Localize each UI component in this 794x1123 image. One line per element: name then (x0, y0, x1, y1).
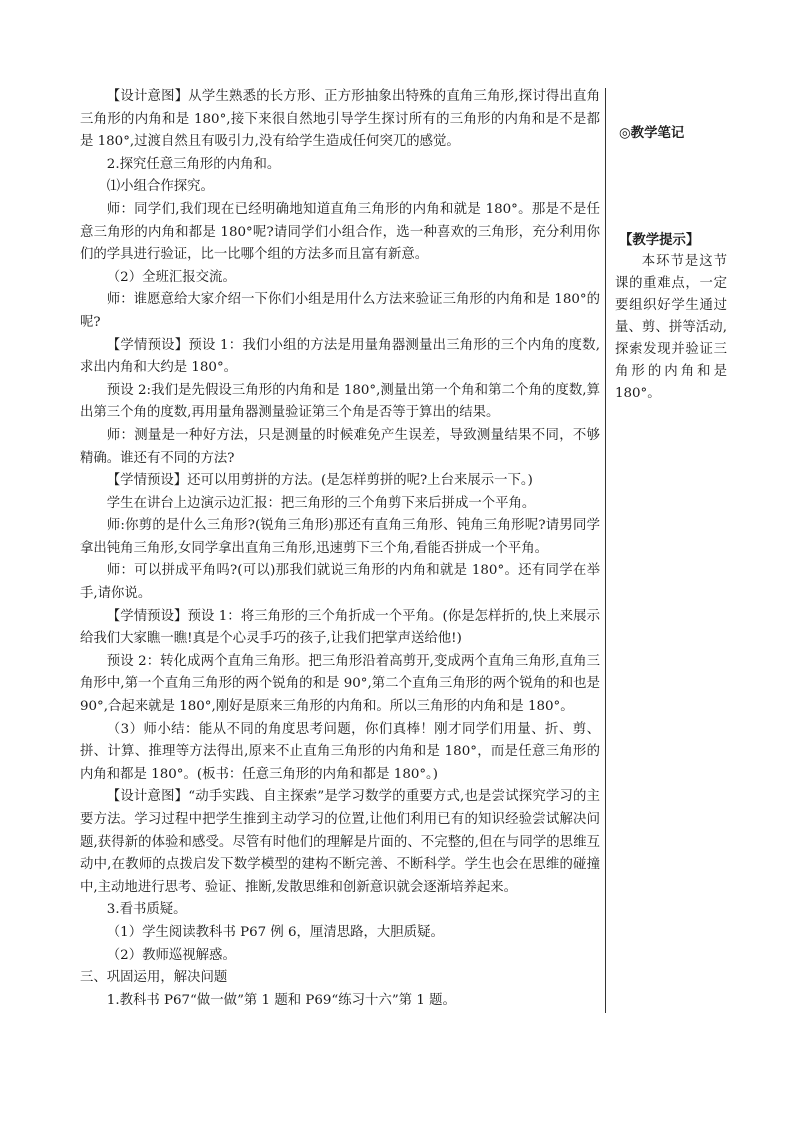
teacher-paragraph: 师:你剪的是什么三角形?(锐角三角形)那还有直角三角形、钝角三角形呢?请男同学拿出钝角三角形,女同学拿出直角三角形,迅速剪下三个角,看能否拼成一个平角。 (80, 518, 600, 556)
design-intent-paragraph: 【设计意图】从学生熟悉的长方形、正方形抽象出特殊的直角三角形,探讨得出直角三角形的内角和是 180°,接下来很自然地引导学生探讨所有的三角形的内角和是不是都是 180°,过渡自然且有吸引力,没有给学生造成任何突兀的感觉。 (80, 89, 600, 150)
student-preset-paragraph: 预设 2:我们是先假设三角形的内角和是 180°,测量出第一个角和第二个角的度数,算出第三个角的度数,再用量角器测量验证第三个角是否等于算出的结果。 (80, 382, 600, 421)
design-intent-paragraph: 【设计意图】“动手实践、自主探索”是学习数学的重要方式,也是尝试探究学习的主要方法。学习过程中把学生推到主动学习的位置,让他们利用已有的知识经验尝试解决问题,获得新的体验和感受。尽管有时他们的理解是片面的、不完整的,但在与同学的思维互动中,在教师的点拨启发下数学模型的建构不断完善、不断科学。学生也会在思维的碰撞中,主动地进行思考、验证、推断,发散思维和创新意识就会逐渐培养起来。 (80, 789, 600, 895)
student-preset-paragraph: 【学情预设】还可以用剪拼的方法。(是怎样剪拼的呢?上台来展示一下。) (106, 473, 533, 489)
student-preset-paragraph: 预设 2：转化成两个直角三角形。把三角形沿着高剪开,变成两个直角三角形,直角三角形中,第一个直角三角形的两个锐角的和是 90°,第二个直角三角形的两个锐角的和也是 90°,合起来就是 180°,刚好是原来三角形的内角和。所以三角形的内角和是 180°。 (80, 653, 600, 715)
teaching-tips-body: 本环节是这节课的重难点，一定要组织好学生通过量、剪、拼等活动, 探索发现并验证三角形的内角和是180°。 (615, 254, 727, 401)
sub-step-heading: （2）教师巡视解惑。 (106, 947, 236, 963)
column-divider (605, 88, 606, 1013)
student-report-paragraph: 学生在讲台上边演示边汇报：把三角形的三个角剪下来后拼成一个平角。 (106, 495, 536, 511)
teacher-paragraph: 师：可以拼成平角吗?(可以)那我们就说三角形的内角和就是 180°。还有同学在举手,请你说。 (80, 563, 600, 602)
section-heading: 三、巩固运用，解决问题 (80, 970, 228, 986)
step-heading: 3.看书质疑。 (106, 902, 187, 918)
sub-step-heading: （2）全班汇报交流。 (106, 269, 236, 285)
student-preset-paragraph: 【学情预设】预设 1：我们小组的方法是用量角器测量出三角形的三个内角的度数,求出内角和大约是 180°。 (80, 337, 600, 376)
teacher-paragraph: 师：谁愿意给大家介绍一下你们小组是用什么方法来验证三角形的内角和是 180°的呢? (80, 292, 600, 330)
teaching-notes-title: ◎教学笔记 (619, 125, 685, 141)
step-heading: 2.探究任意三角形的内角和。 (106, 156, 281, 172)
teacher-paragraph: 师：同学们,我们现在已经明确地知道直角三角形的内角和就是 180°。那是不是任意三角形的内角和都是 180°呢?请同学们小组合作，选一种喜欢的三角形，充分利用你们的学具进行验证，比一比哪个组的方法多而且富有新意。 (80, 201, 600, 263)
sub-step-heading: （1）学生阅读教科书 P67 例 6，厘清思路，大胆质疑。 (106, 924, 444, 940)
teacher-summary-paragraph: （3）师小结：能从不同的角度思考问题，你们真棒！刚才同学们用量、折、剪、拼、计算、推理等方法得出,原来不止直角三角形的内角和是 180°，而是任意三角形的内角和都是 180°。(板书：任意三角形的内角和都是 180°。) (80, 721, 600, 782)
exercise-paragraph: 1.教科书 P67“做一做”第 1 题和 P69“练习十六”第 1 题。 (106, 992, 456, 1008)
sub-step-heading: ⑴小组合作探究。 (106, 179, 214, 195)
teaching-tips-title: 【教学提示】 (619, 232, 700, 248)
teacher-paragraph: 师：测量是一种好方法，只是测量的时候难免产生误差，导致测量结果不同，不够精确。谁还有不同的方法? (80, 427, 600, 466)
lesson-body (80, 86, 600, 1012)
student-preset-paragraph: 【学情预设】预设 1：将三角形的三个角折成一个平角。(你是怎样折的,快上来展示给我们大家瞧一瞧!真是个心灵手巧的孩子,让我们把掌声送给他!) (80, 608, 600, 647)
